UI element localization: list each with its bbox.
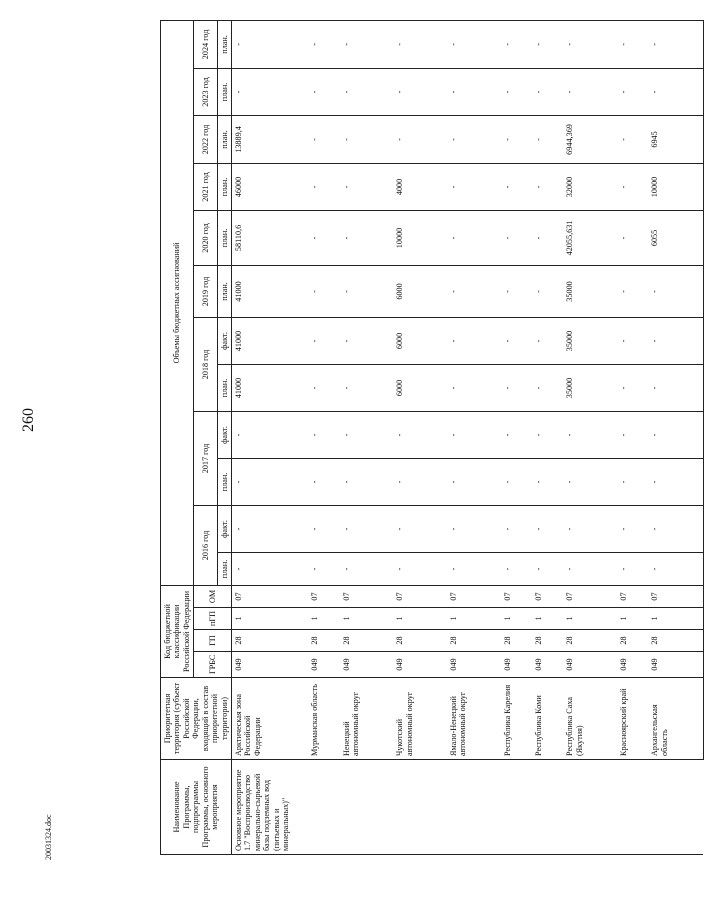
- value-cell: -: [340, 364, 394, 411]
- value-cell: 6945: [648, 115, 703, 163]
- value-cell: -: [308, 265, 339, 317]
- table-row: [617, 20, 648, 854]
- pgp-cell: 1: [532, 608, 563, 630]
- header-year-2023: 2023 год: [194, 68, 217, 115]
- value-cell: -: [532, 552, 563, 585]
- pgp-cell: 1: [648, 608, 703, 630]
- footer-filename: 20031324.doc: [44, 814, 53, 860]
- om-cell: 07: [617, 585, 648, 607]
- value-cell: -: [532, 115, 563, 163]
- value-cell: 46000: [231, 163, 308, 210]
- value-cell: -: [532, 265, 563, 317]
- value-cell: 35000: [563, 364, 617, 411]
- value-cell: -: [447, 163, 501, 210]
- value-cell: -: [231, 505, 308, 552]
- value-cell: -: [648, 68, 703, 115]
- value-cell: -: [340, 265, 394, 317]
- value-cell: -: [231, 411, 308, 458]
- value-cell: -: [340, 210, 394, 265]
- value-cell: -: [308, 317, 339, 364]
- territory-cell: Республика Саха (Якутия): [563, 678, 617, 760]
- grbs-cell: 049: [501, 652, 532, 678]
- value-cell: -: [340, 411, 394, 458]
- value-cell: 35000: [563, 265, 617, 317]
- value-cell: 4000: [393, 163, 447, 210]
- pgp-cell: 1: [563, 608, 617, 630]
- value-cell: -: [393, 458, 447, 505]
- value-cell: 6000: [393, 317, 447, 364]
- gp-cell: 28: [648, 630, 703, 652]
- value-cell: -: [532, 163, 563, 210]
- om-cell: 07: [648, 585, 703, 607]
- value-cell: -: [340, 458, 394, 505]
- value-cell: -: [231, 458, 308, 505]
- header-plan: план.: [217, 163, 231, 210]
- value-cell: 41000: [231, 364, 308, 411]
- header-volumes: Объемы бюджетных ассигнований: [161, 20, 194, 585]
- grbs-cell: 049: [617, 652, 648, 678]
- value-cell: -: [617, 505, 648, 552]
- value-cell: -: [447, 458, 501, 505]
- value-cell: 42055,631: [563, 210, 617, 265]
- value-cell: -: [340, 505, 394, 552]
- value-cell: -: [447, 210, 501, 265]
- header-plan: план.: [217, 364, 231, 411]
- value-cell: -: [447, 68, 501, 115]
- om-cell: 07: [563, 585, 617, 607]
- territory-cell: Республика Карелия: [501, 678, 532, 760]
- value-cell: -: [393, 411, 447, 458]
- pgp-cell: 1: [393, 608, 447, 630]
- value-cell: -: [231, 68, 308, 115]
- grbs-cell: 049: [340, 652, 394, 678]
- header-fact: факт.: [217, 317, 231, 364]
- value-cell: -: [617, 364, 648, 411]
- grbs-cell: 049: [231, 652, 308, 678]
- value-cell: -: [340, 68, 394, 115]
- value-cell: 6000: [393, 265, 447, 317]
- value-cell: -: [648, 364, 703, 411]
- value-cell: -: [501, 364, 532, 411]
- value-cell: -: [532, 317, 563, 364]
- header-fact: факт.: [217, 505, 231, 552]
- value-cell: -: [501, 210, 532, 265]
- value-cell: -: [308, 505, 339, 552]
- gp-cell: 28: [563, 630, 617, 652]
- territory-cell: Республика Коми: [532, 678, 563, 760]
- value-cell: 13889,4: [231, 115, 308, 163]
- header-plan: план.: [217, 265, 231, 317]
- value-cell: -: [501, 68, 532, 115]
- om-cell: 07: [308, 585, 339, 607]
- om-cell: 07: [231, 585, 308, 607]
- gp-cell: 28: [231, 630, 308, 652]
- om-cell: 07: [340, 585, 394, 607]
- table-row: [648, 20, 703, 854]
- table-row: [340, 20, 394, 854]
- value-cell: -: [501, 115, 532, 163]
- value-cell: -: [648, 317, 703, 364]
- pgp-cell: 1: [340, 608, 394, 630]
- value-cell: 6944,369: [563, 115, 617, 163]
- table-row: [308, 20, 339, 854]
- value-cell: -: [501, 265, 532, 317]
- table-row: [393, 20, 447, 854]
- value-cell: -: [532, 20, 563, 68]
- table-row: [563, 20, 617, 854]
- value-cell: 10000: [648, 163, 703, 210]
- value-cell: -: [563, 411, 617, 458]
- gp-cell: 28: [617, 630, 648, 652]
- header-om: ОМ: [194, 585, 232, 607]
- value-cell: -: [648, 20, 703, 68]
- value-cell: -: [617, 458, 648, 505]
- value-cell: -: [501, 317, 532, 364]
- header-plan: план.: [217, 458, 231, 505]
- value-cell: 6000: [393, 364, 447, 411]
- value-cell: 58110,6: [231, 210, 308, 265]
- value-cell: -: [231, 552, 308, 585]
- header-year-2016: 2016 год: [194, 505, 217, 585]
- value-cell: -: [648, 265, 703, 317]
- value-cell: -: [563, 552, 617, 585]
- gp-cell: 28: [340, 630, 394, 652]
- header-grbs: ГРБС: [194, 652, 232, 678]
- om-cell: 07: [532, 585, 563, 607]
- value-cell: -: [501, 552, 532, 585]
- gp-cell: 28: [447, 630, 501, 652]
- header-gp: ГП: [194, 630, 232, 652]
- value-cell: -: [308, 364, 339, 411]
- table-body: [231, 20, 703, 854]
- value-cell: -: [340, 20, 394, 68]
- value-cell: -: [532, 458, 563, 505]
- table-header: [161, 20, 232, 854]
- value-cell: -: [340, 552, 394, 585]
- value-cell: -: [308, 20, 339, 68]
- value-cell: -: [532, 210, 563, 265]
- territory-cell: Арктическая зона Российской Федерации: [231, 678, 308, 760]
- value-cell: -: [393, 505, 447, 552]
- value-cell: -: [617, 68, 648, 115]
- table-row: [532, 20, 563, 854]
- territory-cell: Чукотский автономный округ: [393, 678, 447, 760]
- value-cell: -: [563, 68, 617, 115]
- value-cell: -: [617, 411, 648, 458]
- value-cell: -: [617, 163, 648, 210]
- value-cell: -: [393, 20, 447, 68]
- grbs-cell: 049: [563, 652, 617, 678]
- header-year-2024: 2024 год: [194, 20, 217, 68]
- value-cell: 35000: [563, 317, 617, 364]
- gp-cell: 28: [308, 630, 339, 652]
- value-cell: -: [617, 265, 648, 317]
- territory-cell: Архангельская область: [648, 678, 703, 760]
- header-name: Наименование Программы, подпрограммы Программы, основного мероприятия: [161, 760, 232, 855]
- gp-cell: 28: [393, 630, 447, 652]
- value-cell: -: [308, 411, 339, 458]
- gp-cell: 28: [501, 630, 532, 652]
- header-plan: план.: [217, 552, 231, 585]
- territory-cell: Мурманская область: [308, 678, 339, 760]
- value-cell: -: [308, 210, 339, 265]
- value-cell: -: [447, 20, 501, 68]
- value-cell: -: [563, 20, 617, 68]
- value-cell: -: [308, 458, 339, 505]
- value-cell: 41000: [231, 317, 308, 364]
- value-cell: -: [617, 115, 648, 163]
- table-row: [447, 20, 501, 854]
- grbs-cell: 049: [447, 652, 501, 678]
- value-cell: -: [447, 265, 501, 317]
- territory-cell: Ямало-Ненецкий автономный округ: [447, 678, 501, 760]
- value-cell: -: [393, 68, 447, 115]
- header-year-2020: 2020 год: [194, 210, 217, 265]
- header-plan: план.: [217, 115, 231, 163]
- value-cell: -: [501, 20, 532, 68]
- header-territory: Приоритетная территория (субъект Российской Федерации, входящий в состав приоритетной территории): [161, 678, 232, 760]
- value-cell: -: [648, 458, 703, 505]
- pgp-cell: 1: [231, 608, 308, 630]
- value-cell: -: [308, 68, 339, 115]
- pgp-cell: 1: [447, 608, 501, 630]
- grbs-cell: 049: [393, 652, 447, 678]
- table-row: [501, 20, 532, 854]
- value-cell: -: [648, 505, 703, 552]
- territory-cell: Ненецкий автономный округ: [340, 678, 394, 760]
- header-plan: план.: [217, 210, 231, 265]
- header-year-2019: 2019 год: [194, 265, 217, 317]
- header-year-2017: 2017 год: [194, 411, 217, 505]
- value-cell: -: [532, 505, 563, 552]
- budget-table: [160, 20, 704, 855]
- value-cell: -: [617, 552, 648, 585]
- grbs-cell: 049: [532, 652, 563, 678]
- value-cell: -: [648, 411, 703, 458]
- om-cell: 07: [393, 585, 447, 607]
- value-cell: -: [393, 552, 447, 585]
- value-cell: -: [501, 163, 532, 210]
- header-year-2018: 2018 год: [194, 317, 217, 411]
- value-cell: -: [340, 163, 394, 210]
- om-cell: 07: [501, 585, 532, 607]
- header-pgp: пГП: [194, 608, 232, 630]
- header-plan: план.: [217, 68, 231, 115]
- om-cell: 07: [447, 585, 501, 607]
- territory-cell: Красноярский край: [617, 678, 648, 760]
- value-cell: -: [617, 210, 648, 265]
- gp-cell: 28: [532, 630, 563, 652]
- value-cell: -: [447, 505, 501, 552]
- value-cell: -: [447, 364, 501, 411]
- header-year-2021: 2021 год: [194, 163, 217, 210]
- value-cell: -: [532, 364, 563, 411]
- value-cell: -: [501, 505, 532, 552]
- header-code: Код бюджетной классификации Российской Федерации: [161, 585, 194, 677]
- value-cell: -: [532, 68, 563, 115]
- value-cell: -: [447, 115, 501, 163]
- value-cell: -: [501, 411, 532, 458]
- grbs-cell: 049: [308, 652, 339, 678]
- value-cell: -: [308, 552, 339, 585]
- table-row: [231, 20, 308, 854]
- value-cell: -: [340, 317, 394, 364]
- value-cell: -: [563, 458, 617, 505]
- value-cell: -: [563, 505, 617, 552]
- rotated-table-container: [160, 25, 695, 855]
- pgp-cell: 1: [617, 608, 648, 630]
- value-cell: -: [617, 317, 648, 364]
- value-cell: -: [501, 458, 532, 505]
- grbs-cell: 049: [648, 652, 703, 678]
- header-year-2022: 2022 год: [194, 115, 217, 163]
- pgp-cell: 1: [308, 608, 339, 630]
- value-cell: 32000: [563, 163, 617, 210]
- value-cell: -: [308, 163, 339, 210]
- value-cell: -: [393, 115, 447, 163]
- header-plan: план.: [217, 20, 231, 68]
- value-cell: -: [231, 20, 308, 68]
- value-cell: -: [447, 411, 501, 458]
- pgp-cell: 1: [501, 608, 532, 630]
- page-number: 260: [20, 408, 37, 432]
- program-name-cell: Основное мероприятие 1.7 "Воспроизводство минерально-сырьевой базы подземных вод (питьевых и минеральных)": [231, 760, 703, 855]
- value-cell: -: [447, 552, 501, 585]
- value-cell: -: [617, 20, 648, 68]
- value-cell: 10000: [393, 210, 447, 265]
- value-cell: -: [340, 115, 394, 163]
- value-cell: -: [308, 115, 339, 163]
- value-cell: -: [447, 317, 501, 364]
- header-fact: факт.: [217, 411, 231, 458]
- value-cell: 6055: [648, 210, 703, 265]
- value-cell: 41000: [231, 265, 308, 317]
- value-cell: -: [648, 552, 703, 585]
- value-cell: -: [532, 411, 563, 458]
